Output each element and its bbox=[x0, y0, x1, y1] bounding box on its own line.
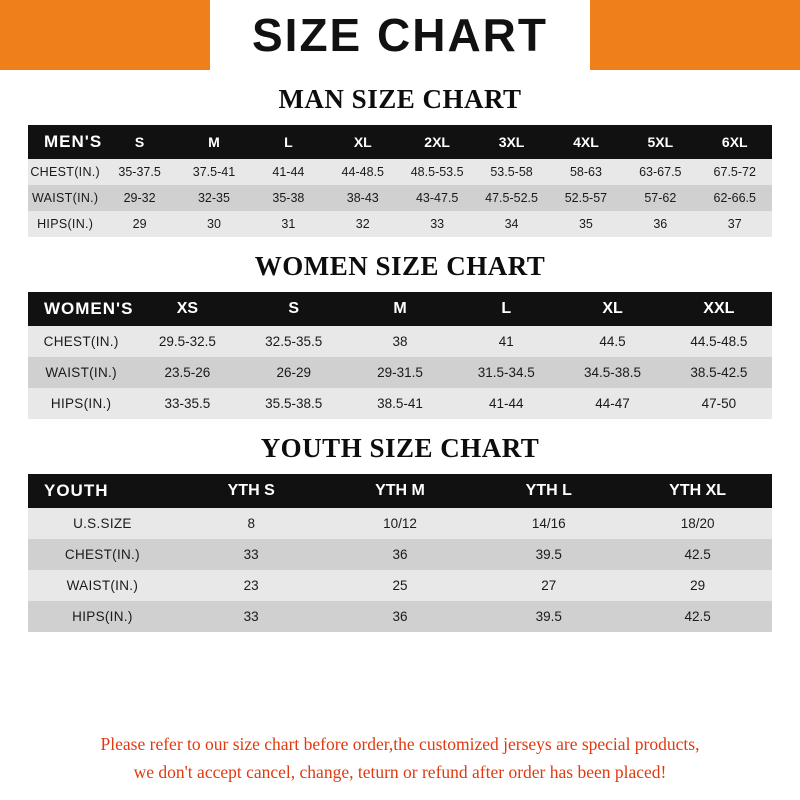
men-cell-2-6: 35 bbox=[578, 217, 593, 231]
men-cell-2-4: 33 bbox=[430, 217, 445, 231]
women-cell-0-0: 29.5-32.5 bbox=[158, 334, 216, 349]
men-cell-0-6: 58-63 bbox=[569, 165, 602, 179]
youth-section-title: YOUTH SIZE CHART bbox=[260, 433, 540, 463]
men-col-header-4: XL bbox=[353, 134, 372, 150]
men-col-header-1: S bbox=[134, 134, 145, 150]
men-cell-1-7: 57-62 bbox=[644, 191, 677, 205]
youth-col-header-1: YTH S bbox=[227, 482, 275, 499]
men-cell-0-5: 53.5-58 bbox=[490, 165, 533, 179]
women-cell-0-5: 44.5-48.5 bbox=[690, 334, 748, 349]
men-size-table bbox=[28, 125, 772, 237]
women-cell-1-2: 29-31.5 bbox=[377, 365, 423, 380]
men-cell-1-5: 47.5-52.5 bbox=[485, 191, 538, 205]
men-row-label-0: CHEST(IN.) bbox=[30, 165, 101, 179]
men-col-header-3: L bbox=[284, 134, 293, 150]
women-cell-2-0: 33-35.5 bbox=[164, 396, 211, 411]
youth-cell-1-3: 42.5 bbox=[684, 547, 711, 562]
women-col-header-6: XXL bbox=[703, 300, 735, 317]
order-policy-note bbox=[0, 730, 800, 786]
men-cell-0-7: 63-67.5 bbox=[639, 165, 682, 179]
men-cell-2-5: 34 bbox=[504, 217, 519, 231]
men-cell-1-8: 62-66.5 bbox=[713, 191, 756, 205]
youth-row-label-2: WAIST(IN.) bbox=[66, 578, 139, 593]
table-row bbox=[28, 601, 772, 632]
youth-table-body bbox=[28, 474, 772, 632]
youth-cell-0-3: 18/20 bbox=[680, 516, 715, 531]
men-section-title: MAN SIZE CHART bbox=[278, 84, 522, 114]
note-line-2: we don't accept cancel, change, teturn or refund after order has been placed! bbox=[133, 762, 667, 782]
women-row-label-0: CHEST(IN.) bbox=[43, 334, 119, 349]
women-cell-0-1: 32.5-35.5 bbox=[265, 334, 323, 349]
youth-cell-2-2: 27 bbox=[541, 578, 557, 593]
men-cell-1-3: 38-43 bbox=[346, 191, 379, 205]
women-cell-0-2: 38 bbox=[392, 334, 408, 349]
men-cell-2-1: 30 bbox=[207, 217, 221, 231]
women-cell-1-0: 23.5-26 bbox=[164, 365, 211, 380]
youth-col-header-3: YTH L bbox=[525, 482, 572, 499]
table-row bbox=[28, 211, 772, 237]
women-header-row bbox=[28, 292, 772, 326]
men-cell-2-8: 37 bbox=[727, 217, 742, 231]
women-section-title: WOMEN SIZE CHART bbox=[254, 251, 546, 281]
women-row-label-1: WAIST(IN.) bbox=[45, 365, 117, 380]
youth-cell-1-2: 39.5 bbox=[535, 547, 562, 562]
women-cell-2-3: 41-44 bbox=[489, 396, 524, 411]
youth-cell-2-3: 29 bbox=[690, 578, 706, 593]
women-cell-2-4: 44-47 bbox=[595, 396, 630, 411]
men-cell-0-8: 67.5-72 bbox=[713, 165, 756, 179]
youth-row-label-0: U.S.SIZE bbox=[73, 516, 132, 531]
youth-cell-3-3: 42.5 bbox=[684, 609, 711, 624]
youth-cell-2-1: 25 bbox=[392, 578, 408, 593]
table-row bbox=[28, 159, 772, 185]
women-cell-2-1: 35.5-38.5 bbox=[265, 396, 323, 411]
women-cell-1-1: 26-29 bbox=[276, 365, 311, 380]
women-col-header-0: WOMEN'S bbox=[44, 299, 134, 318]
youth-col-header-2: YTH M bbox=[375, 482, 425, 499]
youth-cell-2-0: 23 bbox=[243, 578, 259, 593]
women-cell-2-2: 38.5-41 bbox=[377, 396, 423, 411]
youth-cell-1-1: 36 bbox=[392, 547, 408, 562]
youth-col-header-4: YTH XL bbox=[669, 482, 727, 499]
table-row bbox=[28, 388, 772, 419]
youth-cell-1-0: 33 bbox=[243, 547, 259, 562]
men-col-header-0: MEN'S bbox=[44, 132, 103, 151]
women-row-label-2: HIPS(IN.) bbox=[50, 396, 112, 411]
men-cell-0-3: 44-48.5 bbox=[341, 165, 384, 179]
women-cell-0-3: 41 bbox=[498, 334, 514, 349]
men-cell-2-3: 32 bbox=[355, 217, 370, 231]
page-title: SIZE CHART bbox=[252, 9, 548, 61]
men-cell-2-7: 36 bbox=[653, 217, 668, 231]
table-row bbox=[28, 539, 772, 570]
men-cell-1-2: 35-38 bbox=[272, 191, 305, 205]
youth-row-label-1: CHEST(IN.) bbox=[64, 547, 140, 562]
men-row-label-1: WAIST(IN.) bbox=[31, 191, 99, 205]
men-cell-1-4: 43-47.5 bbox=[415, 191, 459, 205]
youth-cell-3-1: 36 bbox=[392, 609, 408, 624]
men-col-header-8: 5XL bbox=[647, 134, 674, 150]
youth-row-label-3: HIPS(IN.) bbox=[72, 609, 133, 624]
men-cell-0-0: 35-37.5 bbox=[118, 165, 161, 179]
men-col-header-2: M bbox=[208, 134, 220, 150]
women-col-header-3: M bbox=[393, 300, 407, 317]
men-cell-2-2: 31 bbox=[281, 217, 296, 231]
men-table-body bbox=[28, 125, 772, 237]
women-section bbox=[0, 251, 800, 419]
women-col-header-2: S bbox=[288, 300, 300, 317]
table-row bbox=[28, 326, 772, 357]
women-cell-1-3: 31.5-34.5 bbox=[477, 365, 535, 380]
men-cell-1-0: 29-32 bbox=[123, 191, 156, 205]
youth-cell-0-2: 14/16 bbox=[531, 516, 566, 531]
women-col-header-4: L bbox=[501, 300, 512, 317]
table-row bbox=[28, 570, 772, 601]
youth-cell-0-1: 10/12 bbox=[383, 516, 417, 531]
men-row-label-2: HIPS(IN.) bbox=[37, 217, 94, 231]
youth-cell-3-0: 33 bbox=[243, 609, 259, 624]
men-col-header-5: 2XL bbox=[424, 134, 450, 150]
men-cell-0-4: 48.5-53.5 bbox=[410, 165, 464, 179]
youth-header-row bbox=[28, 474, 772, 508]
men-cell-0-1: 37.5-41 bbox=[192, 165, 236, 179]
men-header-row bbox=[28, 125, 772, 159]
men-cell-0-2: 41-44 bbox=[272, 165, 305, 179]
header-banner bbox=[0, 0, 800, 70]
women-cell-0-4: 44.5 bbox=[599, 334, 626, 349]
women-cell-2-5: 47-50 bbox=[701, 396, 737, 411]
women-cell-1-5: 38.5-42.5 bbox=[690, 365, 748, 380]
youth-cell-3-2: 39.5 bbox=[535, 609, 562, 624]
women-col-header-1: XS bbox=[176, 300, 199, 317]
men-col-header-7: 4XL bbox=[573, 134, 599, 150]
table-row bbox=[28, 357, 772, 388]
table-row bbox=[28, 508, 772, 539]
men-cell-2-0: 29 bbox=[132, 217, 147, 231]
men-section bbox=[0, 84, 800, 237]
youth-section bbox=[0, 433, 800, 632]
women-table-body bbox=[28, 292, 772, 419]
table-row bbox=[28, 185, 772, 211]
youth-col-header-0: YOUTH bbox=[44, 481, 109, 500]
women-col-header-5: XL bbox=[602, 300, 623, 317]
youth-size-table bbox=[28, 474, 772, 632]
note-line-1: Please refer to our size chart before order,the customized jerseys are special products, bbox=[100, 734, 700, 754]
men-cell-1-1: 32-35 bbox=[197, 191, 230, 205]
women-size-table bbox=[28, 292, 772, 419]
women-cell-1-4: 34.5-38.5 bbox=[584, 365, 642, 380]
men-col-header-6: 3XL bbox=[498, 134, 525, 150]
youth-cell-0-0: 8 bbox=[247, 516, 255, 531]
men-col-header-9: 6XL bbox=[721, 134, 748, 150]
men-cell-1-6: 52.5-57 bbox=[564, 191, 608, 205]
